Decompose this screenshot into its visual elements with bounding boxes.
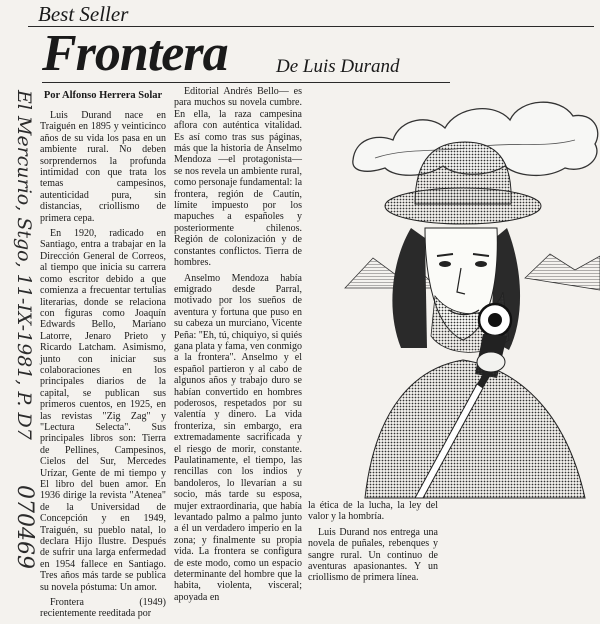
article-column-2 [174,86,302,607]
paragraph: Editorial Andrés Bello— es para muchos su novela cumbre. En ella, la raza campesina aflora con auténtica vitalidad. Es así como tras sus páginas, más que la historia de Anselmo Mendoza —el protagonista— se nos revela un ambiente rural, como personaje fundamental: la frontera, región de Cautín, límite impuesto por los mapuches a españoles y posteriormente chilenos. Región de colonización y de constantes conflictos. Tierra de hombres. [174,86,303,269]
cover-illustration [345,78,600,498]
paragraph: En 1920, radicado en Santiago, entra a trabajar en la Dirección General de Correos, al tiempo que inicia su carrera como escritor debido a que comienza a frecuentar tertulias literarias, donde se relaciona con figuras como Joaquín Edwards Bello, Mariano Latorre, Jenaro Prieto y Ricardo Latcham. Asimismo, junto con iniciar sus colaboraciones en los principales diarios de la capital, se publican sus primeros cuentos, en 1925, en las revistas "Zig Zag" y "Lectura Selecta". Sus principales libros son: Tierra de Pellines, Campesinos, Cielos del Sur, Mercedes Urízar, Gente de mi tiempo y El libro del buen amor. En 1936 dirige la revista "Atenea" de la Universidad de Concepción y en 1949, Traiguén, su pueblo natal, lo declara Hijo Ilustre. Después de sufrir una larga enfermedad en 1954 fallece en Santiago. Tres años más tarde se publica su novela póstuma: Un amor. [40,228,166,593]
paragraph: Anselmo Mendoza había emigrado desde Parral, motivado por los sueños de aventura y fortuna que puso en su cabeza un murciano, Vicente Peña: "Eh, tú, chiquiyo, si quiés gana plata y fama, ven conmigo a la frontera". Anselmo y el español partieron y al cabo de algunos años y trabajo duro se habían convertido en hombres poderosos, respetados por su valentía y dinero. La vida fronteriza, sin embargo, era extremadamente sacrificada y el riesgo de morir, constante. Paulatinamente, el tiempo, las rencillas con los indios y bandoleros, lo llevarían a su socio, más tarde su esposa, mujer extraordinaria, que había levantado palmo a palmo junto a él un verdadero imperio en la zona; y finalmente su propia vida. La frontera se configura de este modo, como un espacio determinante del hombre que la habita, violenta, visceral; apoyada en [174,272,302,603]
article-column-1 [40,90,166,624]
article-column-3 [308,500,438,588]
article-title: Frontera [42,25,228,82]
handwritten-note [0,86,37,586]
byline: Por Alfonso Herrera Solar [43,90,163,101]
paragraph: Luis Durand nace en Traiguén en 1895 y veinticinco años de su vida los pasa en un ambiente rural. No deben sorprendernos la profunda intimidad con que trata los temas campesinos, autenticidad pura, sin distancias, criollismo de primera cepa. [40,110,166,224]
article-subtitle: De Luis Durand [276,56,400,77]
handwritten-citation: El Mercurio, Stgo, 11-IX-1981, P. D7 [13,90,35,440]
paragraph: Luis Durand nos entrega una novela de puñales, rebenques y sangre rural. Un continuo de aventuras apasionantes. Y un criollismo de primera línea. [308,526,438,584]
paragraph: la ética de la lucha, la ley del valor y la hombría. [308,500,438,523]
paragraph: Frontera (1949) recientemente reeditada por [40,597,166,620]
archive-number: 070469 [12,485,37,569]
section-label: Best Seller [38,2,129,26]
